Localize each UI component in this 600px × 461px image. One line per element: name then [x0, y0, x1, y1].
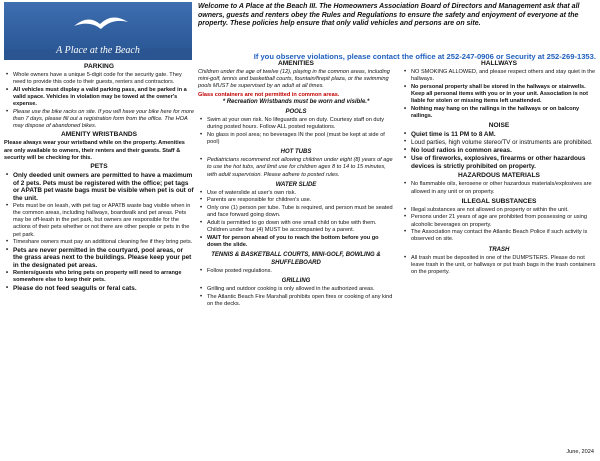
parking-list — [4, 72, 194, 130]
list-item: • Parents are responsible for children's use. — [198, 197, 394, 204]
illegal-heading: ILLEGAL SUBSTANCES — [461, 197, 537, 205]
list-item: • Swim at your own risk. No lifeguards are on duty. Courtesy staff on duty during posted hours. Follow ALL posted regulations. — [198, 117, 394, 131]
waterslide-list — [198, 190, 394, 249]
list-item: • Use of waterslide at user's own risk. — [198, 190, 394, 197]
list-item: • Adult is permitted to go down with one small child on tube with them. Children under four (4) MUST be accompanied by a parent. — [198, 220, 394, 234]
noise-list — [402, 131, 596, 170]
trash-list — [402, 255, 596, 277]
welcome-text: Welcome to A Place at the Beach III. The Homeowners Association Board of Directors and Management ask that all owners, guests and renters obey the Rules and Regulations to ensure the safety and enjoyment of everyone at the property. These policies help ensure that only valid vehicles and persons are on site. — [198, 3, 580, 28]
list-item: • Pets must be on leash, with pet tag or APATB waste bag visible when in the common areas, including hallways, boardwalk and pet areas. Pets may be off-leash in the pet park, but owners are responsible for the actions of their pets whether or not there are other people or pets in the pet park. — [4, 203, 194, 239]
list-item: • Grilling and outdoor cooking is only allowed in the authorized areas. — [198, 286, 394, 293]
noise-heading: NOISE — [488, 122, 510, 130]
list-item: • Persons under 21 years of age are prohibited from possessing or using alcoholic beverages on property. — [402, 214, 596, 228]
hottubs-heading: HOT TUBS — [280, 149, 312, 156]
column-right — [402, 62, 596, 277]
pools-list — [198, 117, 394, 146]
courts-heading: TENNIS & BASKETBALL COURTS, MINI-GOLF, BOWLING & SHUFFLEBOARD — [211, 252, 381, 267]
list-item: • Quiet time is 11 PM to 8 AM. — [402, 131, 596, 139]
illegal-list — [402, 207, 596, 244]
column-middle — [198, 62, 394, 309]
trash-heading: TRASH — [488, 246, 510, 253]
list-item: • No glass in pool area; no beverages IN the pool (must be kept at side of pool) — [198, 132, 394, 146]
list-item: • Whole owners have a unique 5-digit code for the security gate. They need to provide this code to their guests, renters and contractors. — [4, 72, 194, 86]
glass-rule: Glass containers are not permitted in common areas. — [198, 91, 340, 98]
hazardous-heading: HAZARDOUS MATERIALS — [458, 172, 540, 180]
list-item: • Please use the bike racks on site. If you will have your bike here for more than 7 days, please fill out a registration form from the office. The HOA may dispose of abandoned bikes. — [4, 109, 194, 131]
list-item: • Pediatricians recommend not allowing children under eight (8) years of age to use the hot tubs, and limit use for children ages 8 to 14 to 15 minutes, with adult supervision. Please adhere to posted rules. — [198, 157, 394, 179]
list-item: • NO SMOKING ALLOWED, and please respect others and stay quiet in the hallways. — [402, 69, 596, 83]
list-item: • Nothing may hang on the railings in the hallways or on balcony railings. — [402, 106, 596, 120]
list-item: • No loud radios in common areas. — [402, 147, 596, 155]
amenities-intro: Children under the age of twelve (12), playing in the common areas, including mini-golf, tennis and basketball courts, fountain/firepit plaza, or the swimming pools MUST be supervised by an adult at all times. — [198, 69, 390, 90]
list-item: • Use of fireworks, explosives, firearms or other hazardous devices is strictly prohibited on property. — [402, 155, 596, 170]
list-item: • All trash must be deposited in one of the DUMPSTERS. Please do not leave trash in the unit, or hallways or put trash bags in the trash containers on the property. — [402, 255, 596, 277]
list-item: • No flammable oils, kerosene or other hazardous materials/explosives are allowed in any unit or on property. — [402, 181, 596, 195]
list-item: • Loud parties, high volume stereo/TV or instruments are prohibited. — [402, 139, 596, 147]
pools-heading: POOLS — [285, 109, 307, 116]
pets-list — [4, 172, 194, 292]
logo — [4, 2, 192, 60]
amenities-heading: AMENITIES — [278, 60, 314, 67]
list-item: • The Atlantic Beach Fire Marshall prohibits open fires or cooking of any kind on the decks. — [198, 294, 394, 308]
list-item: • Only one (1) person per tube. Tube is required, and person must be seated and face forward going down. — [198, 205, 394, 219]
hottubs-list — [198, 157, 394, 179]
hazardous-list — [402, 181, 596, 195]
document-date: June, 2024 — [566, 449, 594, 455]
waterslide-heading: WATER SLIDE — [275, 181, 317, 188]
wristbands-heading: AMENITY WRISTBANDS — [60, 131, 138, 139]
hallways-heading: HALLWAYS — [480, 60, 518, 67]
list-item: • Pets are never permitted in the courtyard, pool areas, or the grass areas next to the buildings. Please keep your pet in the designated pet areas. — [4, 247, 194, 270]
list-item: • No personal property shall be stored in the hallways or stairwells. Keep all personal items with you or in your unit. Association is not liable for stolen or missing items left unattended. — [402, 84, 596, 106]
list-item: • Renters/guests who bring pets on property will need to arrange somewhere else to keep their pets. — [4, 270, 194, 284]
column-left — [4, 62, 194, 293]
hallways-list — [402, 69, 596, 120]
list-item: • All vehicles must display a valid parking pass, and be parked in a valid space. Vehicles in violation may be towed at the owner's expense. — [4, 87, 194, 109]
list-item: • The Association may contact the Atlantic Beach Police if such activity is observed on site. — [402, 229, 596, 243]
list-item: • Follow posted regulations. — [198, 268, 394, 275]
logo-text: A Place at the Beach — [56, 45, 140, 56]
parking-heading: PARKING — [84, 63, 114, 70]
courts-list — [198, 268, 394, 275]
list-item: • Timeshare owners must pay an additional cleaning fee if they bring pets. — [4, 239, 194, 246]
recreation-rule: * Recreation Wristbands must be worn and visible.* — [222, 98, 370, 105]
wristbands-text: Please always wear your wristband while on the property. Amenities are only available to owners, their renters and their guests. Staff & security will be checking for this. — [4, 140, 185, 161]
contact-line: If you observe violations, please contact the office at 252-247-0906 or Security at 252-269-1353. — [253, 52, 596, 61]
pets-heading: PETS — [90, 163, 108, 171]
list-item: • Only deeded unit owners are permitted to have a maximum of 2 pets. Pets must be registered with the office; pet tags or APATB pet waste bags must be visible when pet is out of the unit. — [4, 172, 194, 202]
grilling-heading: GRILLING — [281, 278, 311, 285]
list-item: • Illegal substances are not allowed on property or within the unit. — [402, 207, 596, 214]
list-item: • WAIT for person ahead of you to reach the bottom before you go down the slide. — [198, 235, 394, 249]
grilling-list — [198, 286, 394, 308]
list-item: • Please do not feed seagulls or feral cats. — [4, 285, 194, 293]
